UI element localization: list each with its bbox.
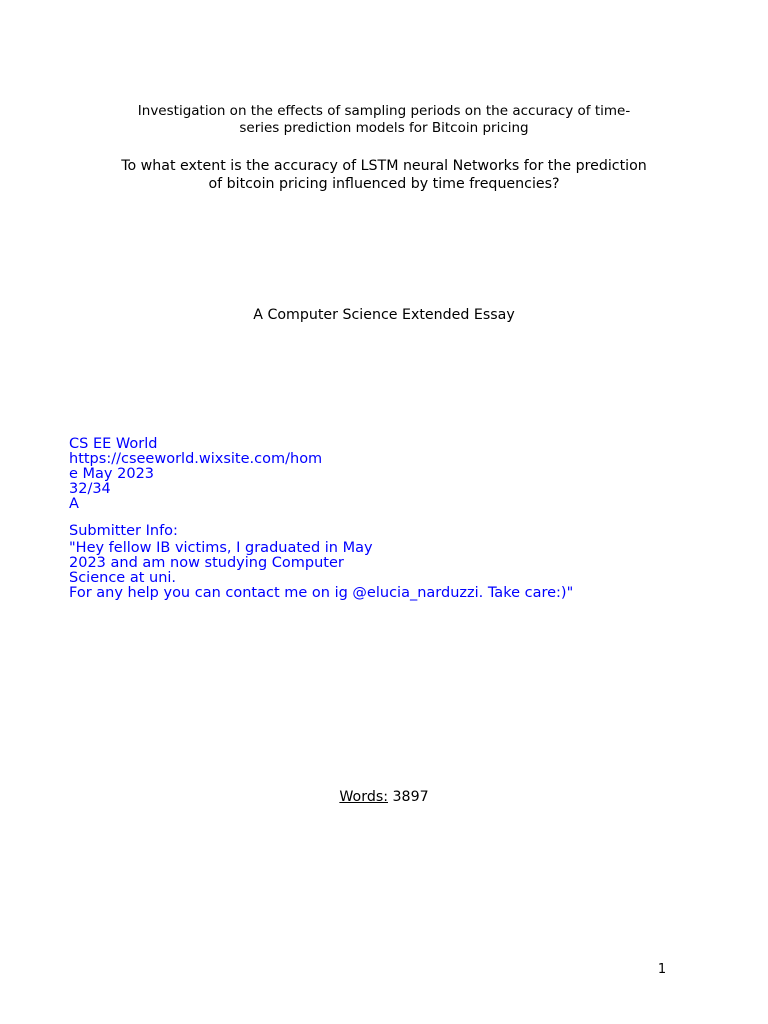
score: 32/34	[69, 481, 111, 497]
page-number: 1	[657, 962, 667, 977]
submitter-text-line-2: 2023 and am now studying Computer	[69, 555, 344, 571]
essay-subtitle: A Computer Science Extended Essay	[253, 307, 515, 323]
essay-title-line-2: series prediction models for Bitcoin pricing	[239, 120, 529, 136]
source-name: CS EE World	[69, 436, 158, 452]
word-count-label: Words:	[339, 789, 388, 805]
essay-title	[100, 103, 668, 137]
source-info	[69, 437, 669, 512]
research-question-line-1: To what extent is the accuracy of LSTM neural Networks for the prediction	[121, 158, 647, 174]
source-url-line-1: https://cseeworld.wixsite.com/hom	[69, 451, 323, 467]
submitter-heading: Submitter Info:	[69, 523, 178, 539]
word-count-value: 3897	[392, 789, 429, 805]
grade: A	[69, 496, 79, 512]
research-question-line-2: of bitcoin pricing influenced by time frequencies?	[208, 176, 560, 192]
source-url-line-2: e May 2023	[69, 466, 155, 482]
submitter-text-line-4: For any help you can contact me on ig @elucia_narduzzi. Take care:)"	[69, 585, 574, 601]
essay-title-line-1: Investigation on the effects of sampling periods on the accuracy of time-	[137, 103, 631, 119]
submitter-text-line-3: Science at uni.	[69, 570, 177, 586]
submitter-info	[69, 524, 669, 601]
submitter-text-line-1: "Hey fellow IB victims, I graduated in May	[69, 540, 373, 556]
research-question	[100, 157, 668, 193]
word-count	[0, 788, 768, 806]
